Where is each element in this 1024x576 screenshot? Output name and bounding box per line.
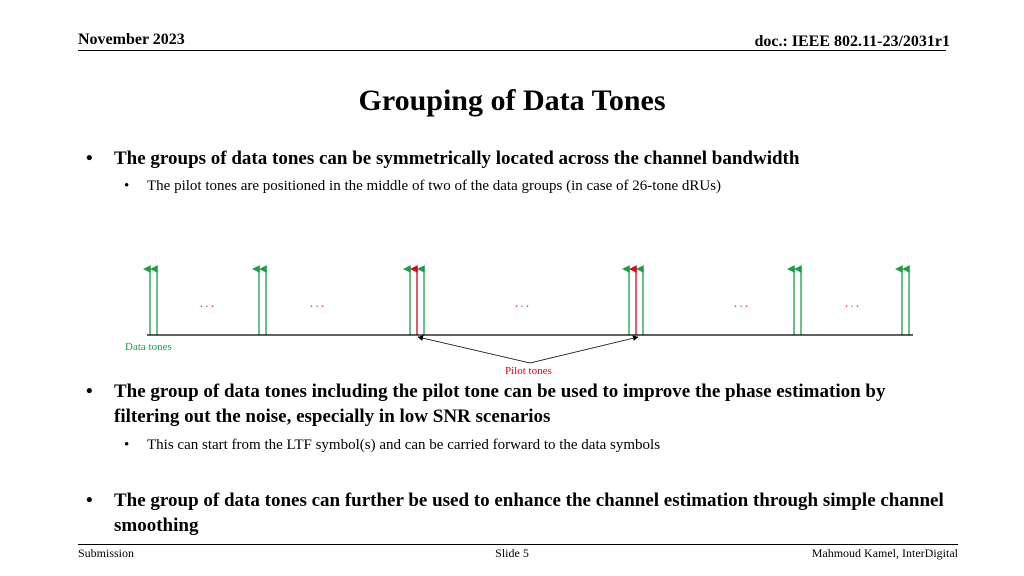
tone-diagram xyxy=(0,255,1024,375)
bullet-2-sub-text: This can start from the LTF symbol(s) and can be carried forward to the data symbols xyxy=(147,437,661,453)
footer-submission: Submission xyxy=(78,546,135,560)
footer-slide-number: Slide 5 xyxy=(495,546,529,560)
bullet-3 xyxy=(86,488,946,538)
ellipsis-group xyxy=(200,296,862,311)
slide-title: Grouping of Data Tones xyxy=(358,84,666,117)
header-doc-id: doc.: IEEE 802.11-23/2031r1 xyxy=(754,33,950,50)
footer-divider xyxy=(78,544,958,545)
header-divider xyxy=(78,50,946,51)
bullet-1-sub xyxy=(124,176,944,196)
header-date: November 2023 xyxy=(78,31,185,48)
bullet-2-sub xyxy=(124,435,944,455)
data-tones-label: Data tones xyxy=(125,341,172,353)
bullet-3-text: The group of data tones can further be used to enhance the channel estimation through simple channel smoothing xyxy=(114,490,944,536)
bullet-1 xyxy=(86,146,946,171)
bullet-1-text: The groups of data tones can be symmetrically located across the channel bandwidth xyxy=(114,148,800,169)
bullet-dot: • xyxy=(124,437,130,453)
ellipsis-marker: ... xyxy=(309,296,327,311)
bullet-dot: • xyxy=(86,148,93,169)
bullet-1-sub-text: The pilot tones are positioned in the middle of two of the data groups (in case of 26-tone dRUs) xyxy=(147,178,722,194)
footer-author: Mahmoud Kamel, InterDigital xyxy=(811,546,958,560)
bullet-dot: • xyxy=(124,178,130,194)
pilot-tones-label: Pilot tones xyxy=(505,365,552,377)
ellipsis-marker: ... xyxy=(514,296,532,311)
ellipsis-marker: ... xyxy=(733,296,751,311)
pilot-pointer-right xyxy=(530,337,638,363)
bullet-dot: • xyxy=(86,490,93,511)
ellipsis-marker: ... xyxy=(199,296,217,311)
ellipsis-marker: ... xyxy=(844,296,862,311)
bullet-2-text: The group of data tones including the pilot tone can be used to improve the phase estimation by filtering out the noise, especially in low SNR scenarios xyxy=(114,381,886,427)
bullet-2 xyxy=(86,379,946,429)
bullet-dot: • xyxy=(86,381,93,402)
pilot-pointer-left xyxy=(418,337,530,363)
